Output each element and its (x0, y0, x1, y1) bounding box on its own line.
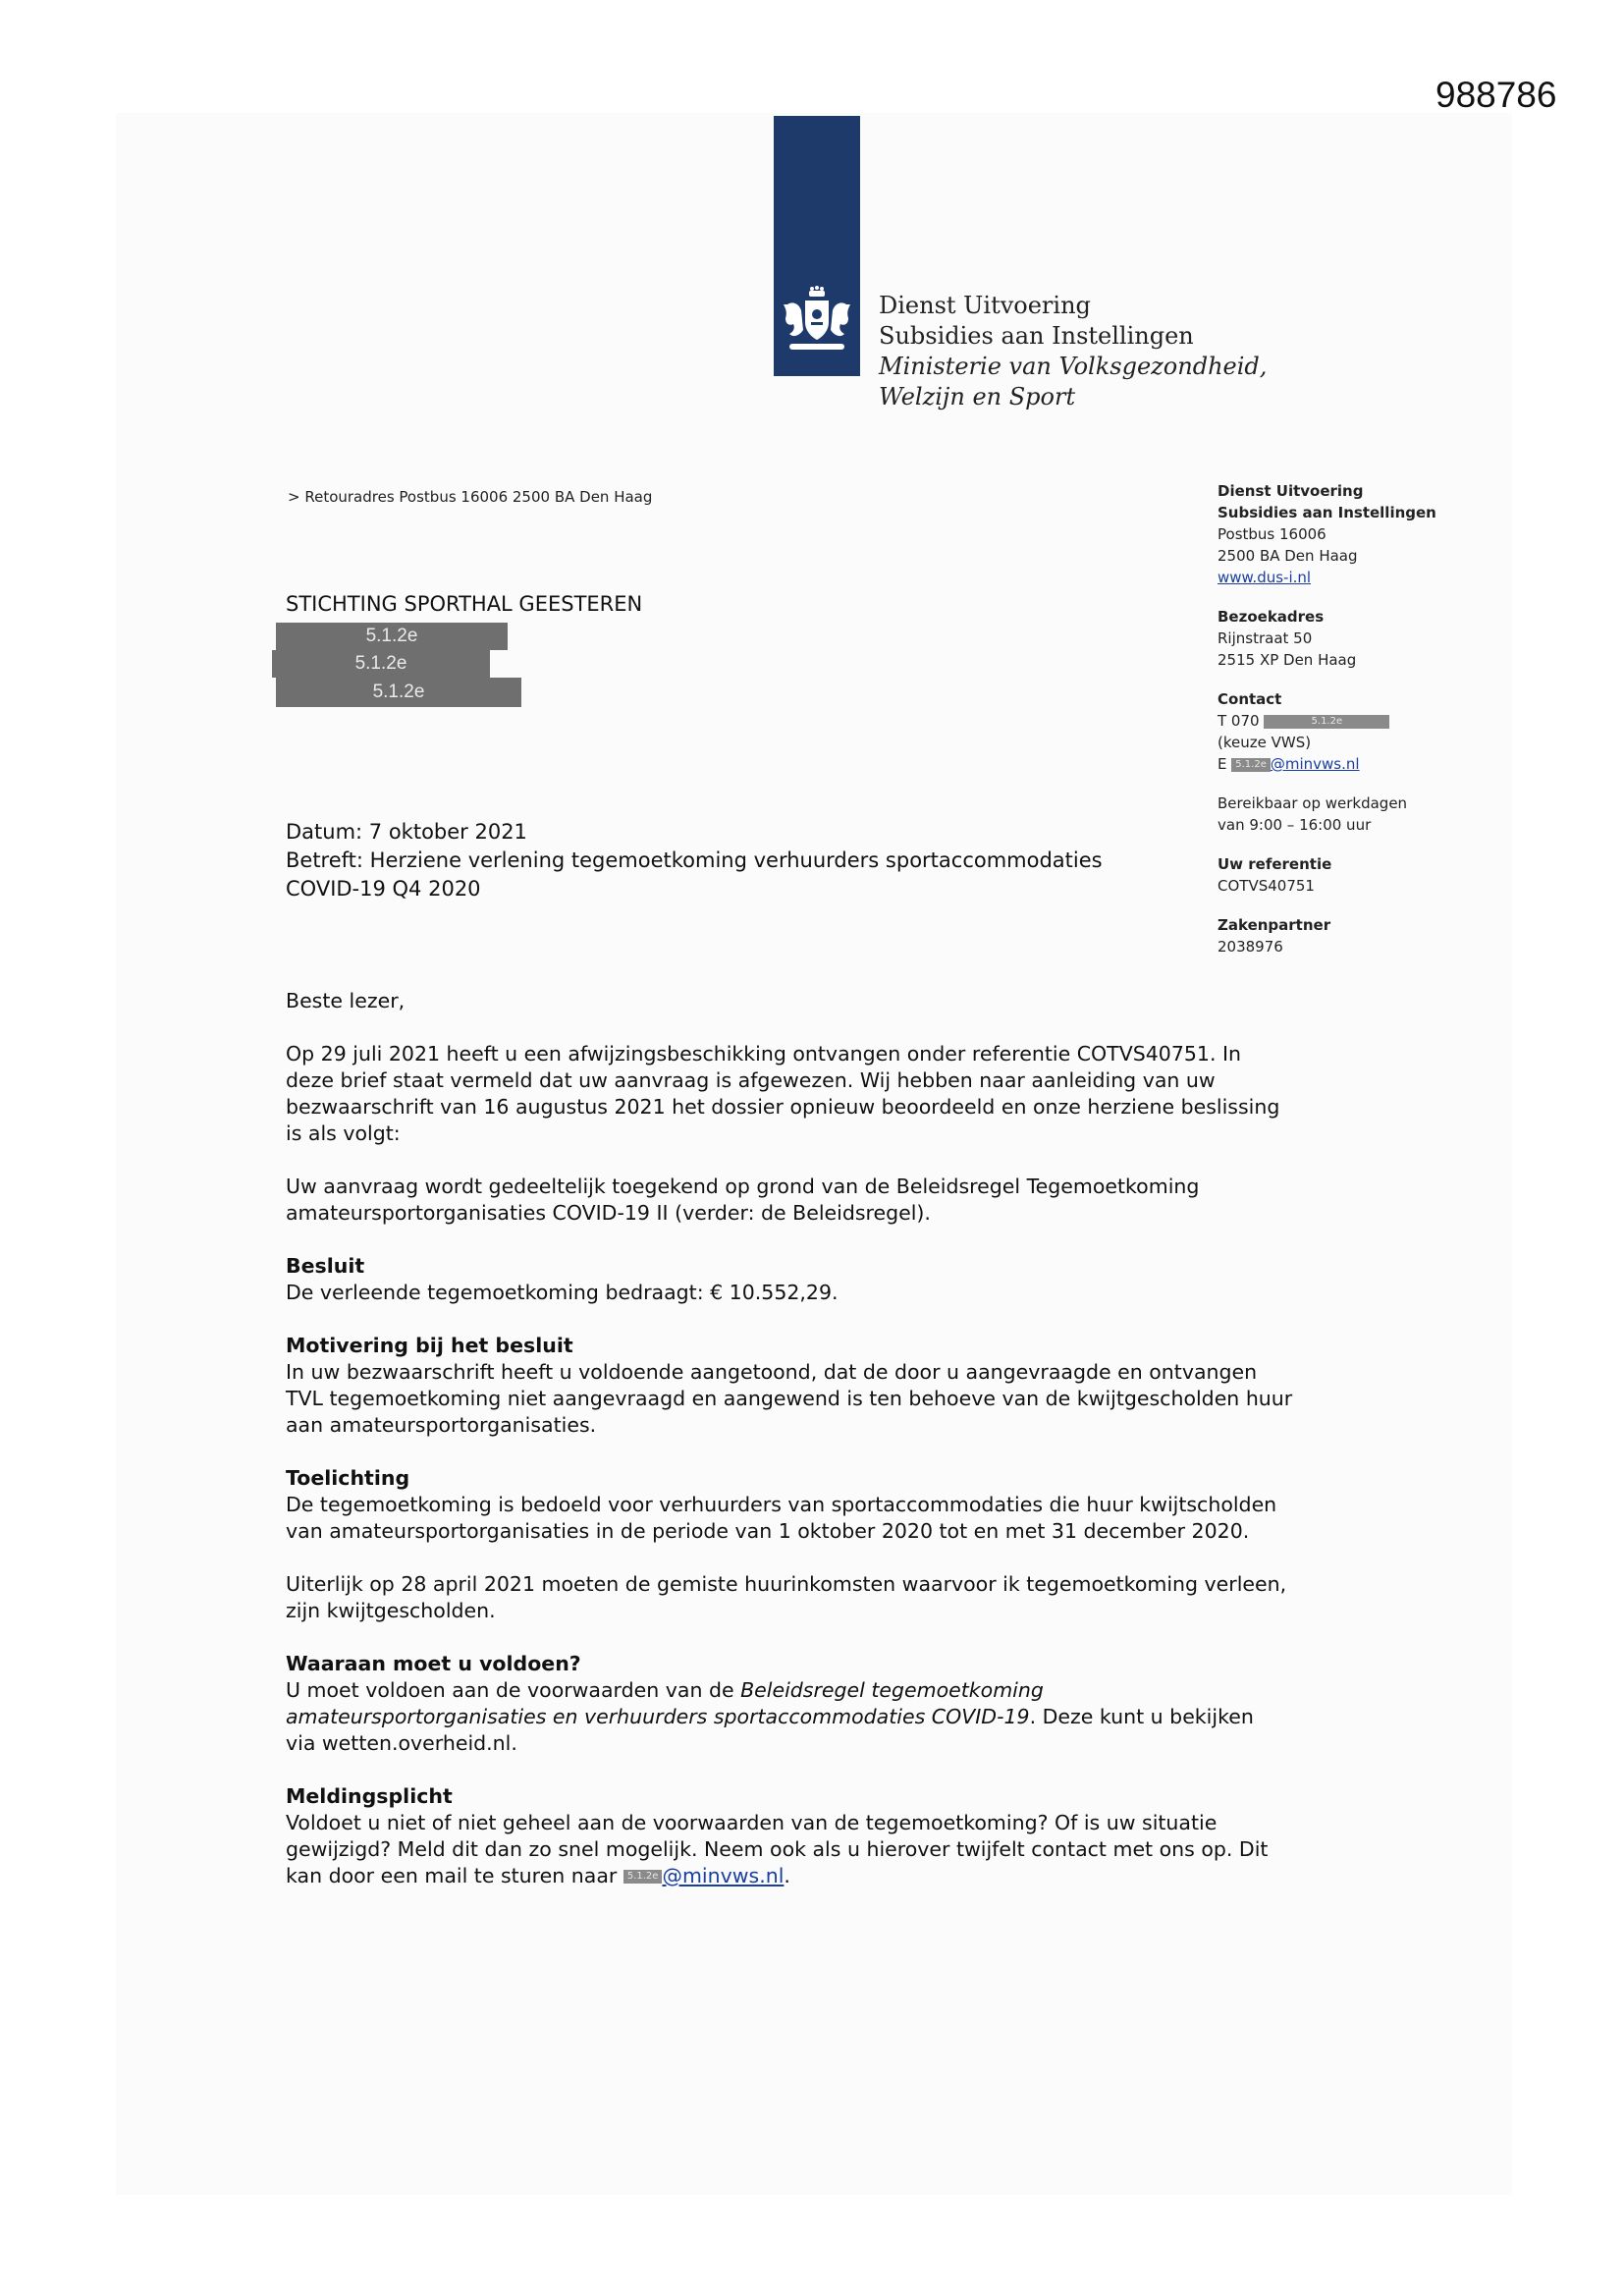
redaction-block: 5.1.2e (276, 678, 521, 707)
paragraph-line: aan amateursportorganisaties. (286, 1413, 597, 1437)
paragraph-line: deze brief staat vermeld dat uw aanvraag is afgewezen. Wij hebben naar aanleiding van uw (286, 1068, 1216, 1092)
besluit-heading: Besluit (286, 1254, 365, 1278)
contact-phone: T 070 5.1.2e (1218, 710, 1512, 732)
paragraph-line: is als volgt: (286, 1121, 401, 1145)
paragraph-line: U moet voldoen aan de voorwaarden van de Beleidsregel tegemoetkoming (286, 1678, 1044, 1702)
regarding-line1: Betreft: Herziene verlening tegemoetkoming verhuurders sportaccommodaties (286, 848, 1103, 872)
letter-subject (286, 818, 1169, 903)
voldoen-heading: Waaraan moet u voldoen? (286, 1652, 581, 1675)
logo-line2: Subsidies aan Instellingen (879, 322, 1194, 350)
hours-line2: van 9:00 – 16:00 uur (1218, 816, 1372, 834)
reference-heading: Uw referentie (1218, 855, 1332, 873)
paragraph-line: van amateursportorganisaties in de periode van 1 oktober 2020 tot en met 31 december 2020. (286, 1519, 1250, 1543)
paragraph-line: TVL tegemoetkoming niet aangevraagd en aangewend is ten behoeve van de kwijtgescholden huur (286, 1387, 1293, 1410)
paragraph-line: Voldoet u niet of niet geheel aan de voorwaarden van de tegemoetkoming? Of is uw situatie (286, 1811, 1218, 1834)
paragraph-line: Op 29 juli 2021 heeft u een afwijzingsbeschikking ontvangen onder referentie COTVS40751. In (286, 1042, 1242, 1066)
melding-heading: Meldingsplicht (286, 1784, 453, 1808)
sidebar-org-line1: Dienst Uitvoering (1218, 482, 1364, 500)
return-address: > Retouradres Postbus 16006 2500 BA Den Haag (288, 488, 653, 506)
paragraph-line: kan door een mail te sturen naar 5.1.2e @minvws.nl. (286, 1864, 790, 1887)
email-redaction: 5.1.2e (1231, 758, 1271, 772)
government-logo (774, 116, 860, 376)
email-link[interactable]: @minvws.nl (662, 1864, 785, 1887)
toelichting-heading: Toelichting (286, 1466, 410, 1490)
regarding-line2: COVID-19 Q4 2020 (286, 877, 481, 901)
phone-note: (keuze VWS) (1218, 734, 1312, 751)
paragraph-line: amateursportorganisaties COVID-19 II (verder: de Beleidsregel). (286, 1201, 931, 1225)
paragraph-line: amateursportorganisaties en verhuurders sportaccommodaties COVID-19. Deze kunt u bekijken (286, 1705, 1254, 1728)
visit-city: 2515 XP Den Haag (1218, 651, 1357, 669)
contact-heading: Contact (1218, 690, 1282, 708)
logo-line4: Welzijn en Sport (879, 383, 1076, 410)
sidebar-city: 2500 BA Den Haag (1218, 547, 1358, 565)
sidebar-postbus: Postbus 16006 (1218, 525, 1326, 543)
partner-value: 2038976 (1218, 938, 1283, 956)
reference-value: COTVS40751 (1218, 877, 1315, 895)
paragraph-line: Uw aanvraag wordt gedeeltelijk toegekend op grond van de Beleidsregel Tegemoetkoming (286, 1175, 1200, 1198)
phone-redaction: 5.1.2e (1264, 715, 1389, 729)
hours-line1: Bereikbaar op werkdagen (1218, 794, 1408, 812)
visit-street: Rijnstraat 50 (1218, 629, 1313, 647)
contact-email: E 5.1.2e @minvws.nl (1218, 755, 1360, 773)
paragraph-line: Uiterlijk op 28 april 2021 moeten de gemiste huurinkomsten waarvoor ik tegemoetkoming verleen, (286, 1572, 1287, 1596)
website-link[interactable]: www.dus-i.nl (1218, 569, 1312, 586)
sender-sidebar (1218, 480, 1512, 975)
besluit-text: De verleende tegemoetkoming bedraagt: € 10.552,29. (286, 1281, 839, 1304)
email-redaction: 5.1.2e (623, 1870, 663, 1884)
letter-body (286, 988, 1366, 1889)
paragraph-line: In uw bezwaarschrift heeft u voldoende aangetoond, dat de door u aangevraagde en ontvangen (286, 1360, 1258, 1384)
logo-line3: Ministerie van Volksgezondheid, (879, 353, 1268, 380)
greeting: Beste lezer, (286, 989, 406, 1012)
partner-heading: Zakenpartner (1218, 916, 1331, 934)
addressee-name: STICHTING SPORTHAL GEESTEREN (286, 592, 643, 616)
paragraph-line: zijn kwijtgescholden. (286, 1599, 496, 1622)
paragraph-line: gewijzigd? Meld dit dan zo snel mogelijk. Neem ook als u hierover twijfelt contact met ons op. Dit (286, 1837, 1269, 1861)
paragraph-line: via wetten.overheid.nl. (286, 1731, 517, 1755)
redaction-block: 5.1.2e (272, 650, 490, 678)
logo-text (879, 291, 1267, 412)
paragraph-line: De tegemoetkoming is bedoeld voor verhuurders van sportaccommodaties die huur kwijtscholden (286, 1493, 1277, 1516)
document-number: 988786 (1435, 75, 1557, 115)
logo-line1: Dienst Uitvoering (879, 292, 1091, 319)
email-link[interactable]: @minvws.nl (1270, 755, 1360, 773)
motivering-heading: Motivering bij het besluit (286, 1334, 573, 1357)
crest-icon (780, 285, 854, 359)
redaction-block: 5.1.2e (276, 623, 508, 650)
sidebar-org-line2: Subsidies aan Instellingen (1218, 504, 1436, 521)
visit-heading: Bezoekadres (1218, 608, 1325, 626)
paragraph-line: bezwaarschrift van 16 augustus 2021 het dossier opnieuw beoordeeld en onze herziene beslissing (286, 1095, 1280, 1119)
letter-date: Datum: 7 oktober 2021 (286, 820, 527, 844)
